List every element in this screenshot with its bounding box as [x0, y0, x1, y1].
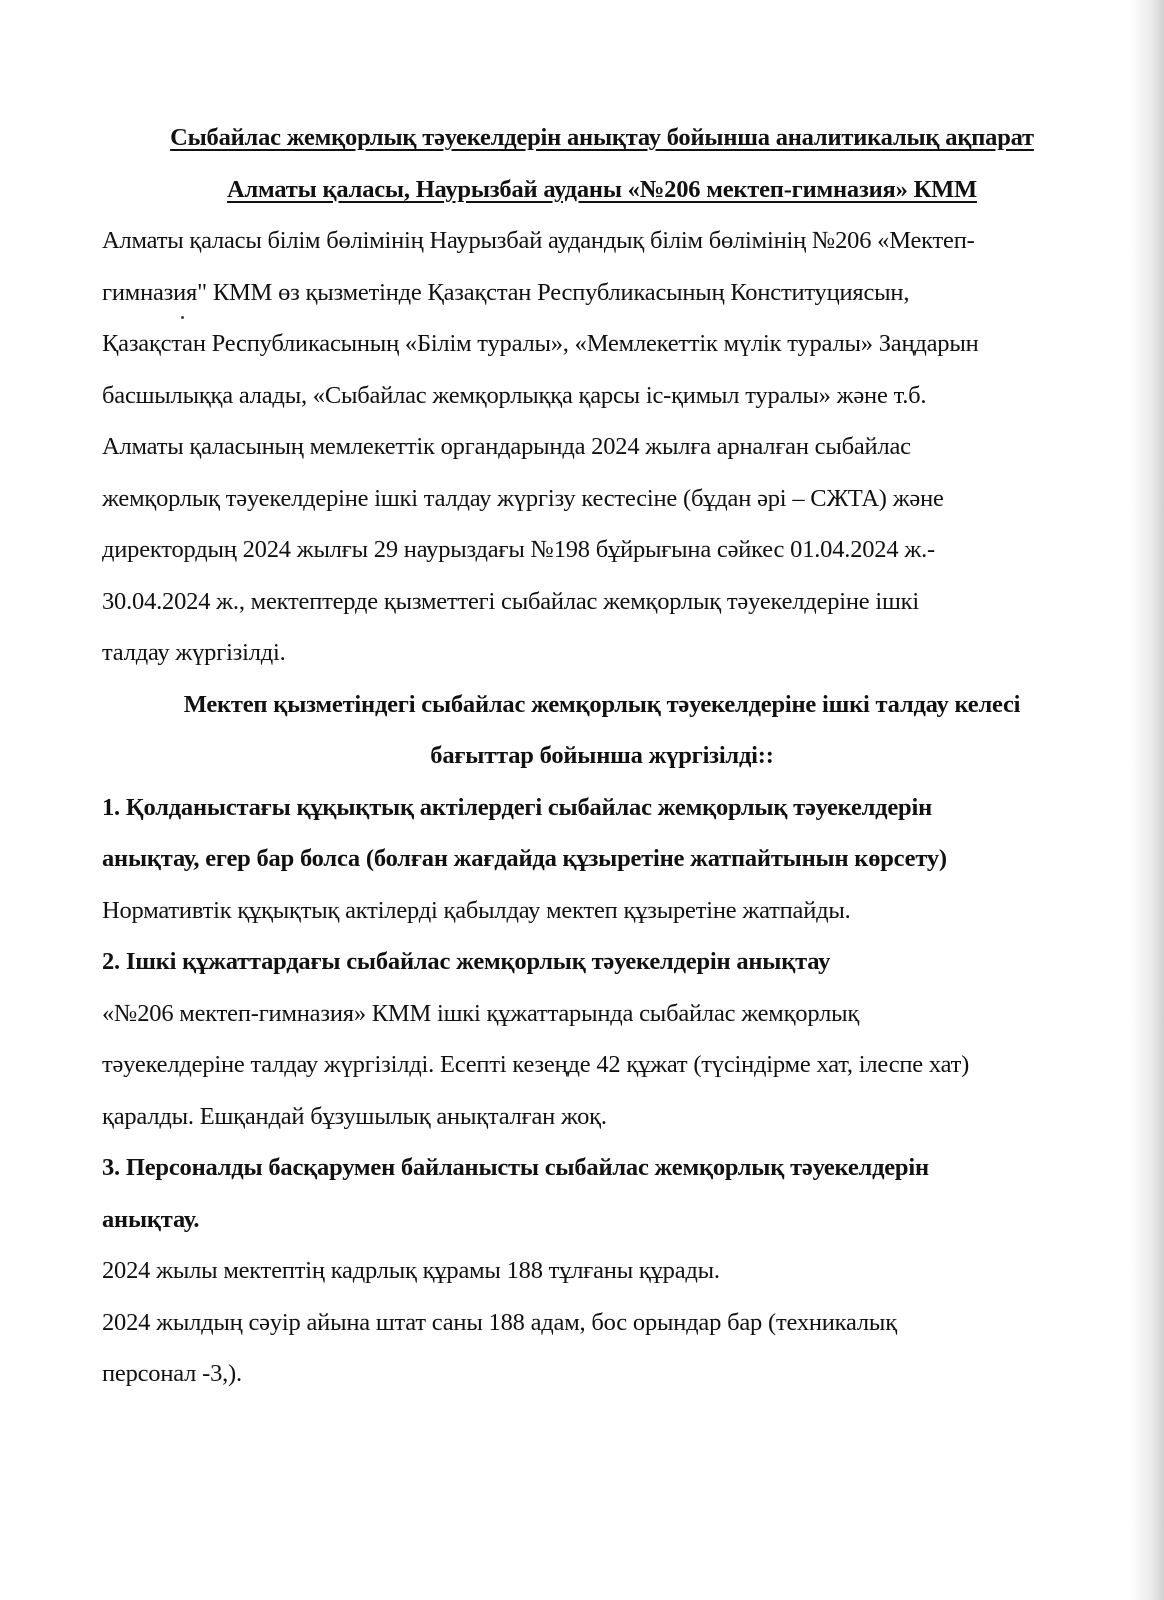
intro-line: жемқорлық тәуекелдеріне ішкі талдау жүргізу кестесіне (бұдан әрі – СЖТА) және — [102, 484, 944, 512]
section-2-body: «№206 мектеп-гимназия» КММ ішкі құжаттарында сыбайлас жемқорлық — [102, 999, 860, 1027]
intro-paragraph — [102, 215, 1102, 679]
section-3-heading: анықтау. — [102, 1205, 200, 1233]
section-1 — [102, 782, 1102, 937]
section-3-body: 2024 жылдың сәуір айына штат саны 188 адам, бос орындар бар (техникалық — [102, 1308, 897, 1336]
section-3-body: 2024 жылы мектептің кадрлық құрамы 188 тұлғаны құрады. — [102, 1257, 720, 1284]
section-2-body: тәуекелдеріне талдау жүргізілді. Есепті кезеңде 42 құжат (түсіндірме хат, ілеспе хат) — [102, 1051, 970, 1078]
section-1-heading: анықтау, егер бар болса (болған жағдайда құзыретіне жатпайтынын көрсету) — [102, 845, 947, 872]
section-3 — [102, 1142, 1102, 1400]
subheading-line: Мектеп қызметіндегі сыбайлас жемқорлық тәуекелдеріне ішкі талдау келесі — [183, 690, 1021, 718]
subheading-line: бағыттар бойынша жүргізілді:: — [430, 742, 774, 769]
intro-line: талдау жүргізілді. — [102, 639, 286, 666]
section-3-heading: 3. Персоналды басқарумен байланысты сыбайлас жемқорлық тәуекелдерін — [102, 1154, 929, 1181]
document-title: Сыбайлас жемқорлық тәуекелдерін анықтау бойынша аналитикалық ақпарат — [170, 124, 1034, 151]
intro-line: Қазақстан Республикасының «Білім туралы», «Мемлекеттік мүлік туралы» Заңдарын — [102, 330, 979, 357]
section-1-heading: 1. Қолданыстағы құқықтық актілердегі сыбайлас жемқорлық тәуекелдерін — [102, 793, 932, 821]
intro-line: 30.04.2024 ж., мектептерде қызметтегі сыбайлас жемқорлық тәуекелдеріне ішкі — [102, 587, 919, 615]
section-2-body: қаралды. Ешқандай бұзушылық анықталған жоқ. — [102, 1102, 607, 1130]
page-edge-shadow — [1130, 0, 1164, 1600]
document-subtitle: Алматы қаласы, Наурызбай ауданы «№206 мектеп-гимназия» КММ — [227, 175, 977, 203]
document-body — [102, 112, 1102, 1400]
section-1-body: Нормативтік құқықтық актілерді қабылдау мектеп құзыретіне жатпайды. — [102, 896, 851, 924]
section-3-body: персонал -3,). — [102, 1360, 242, 1387]
intro-line: Алматы қаласының мемлекеттік органдарында 2024 жылға арналған сыбайлас — [102, 433, 911, 460]
section-2 — [102, 936, 1102, 1142]
intro-line: директордың 2024 жылғы 29 наурыздағы №198 бұйрығына сәйкес 01.04.2024 ж.- — [102, 536, 935, 563]
intro-line: Алматы қаласы білім бөлімінің Наурызбай аудандық білім бөлімінің №206 «Мектеп- — [102, 227, 975, 254]
intro-line: гимназия" КММ өз қызметінде Қазақстан Республикасының Конституциясын, — [102, 278, 910, 306]
intro-line: басшылыққа алады, «Сыбайлас жемқорлыққа қарсы іс-қимыл туралы» және т.б. — [102, 381, 927, 409]
section-2-heading: 2. Ішкі құжаттардағы сыбайлас жемқорлық тәуекелдерін анықтау — [102, 948, 831, 975]
analysis-subheading — [102, 679, 1102, 782]
